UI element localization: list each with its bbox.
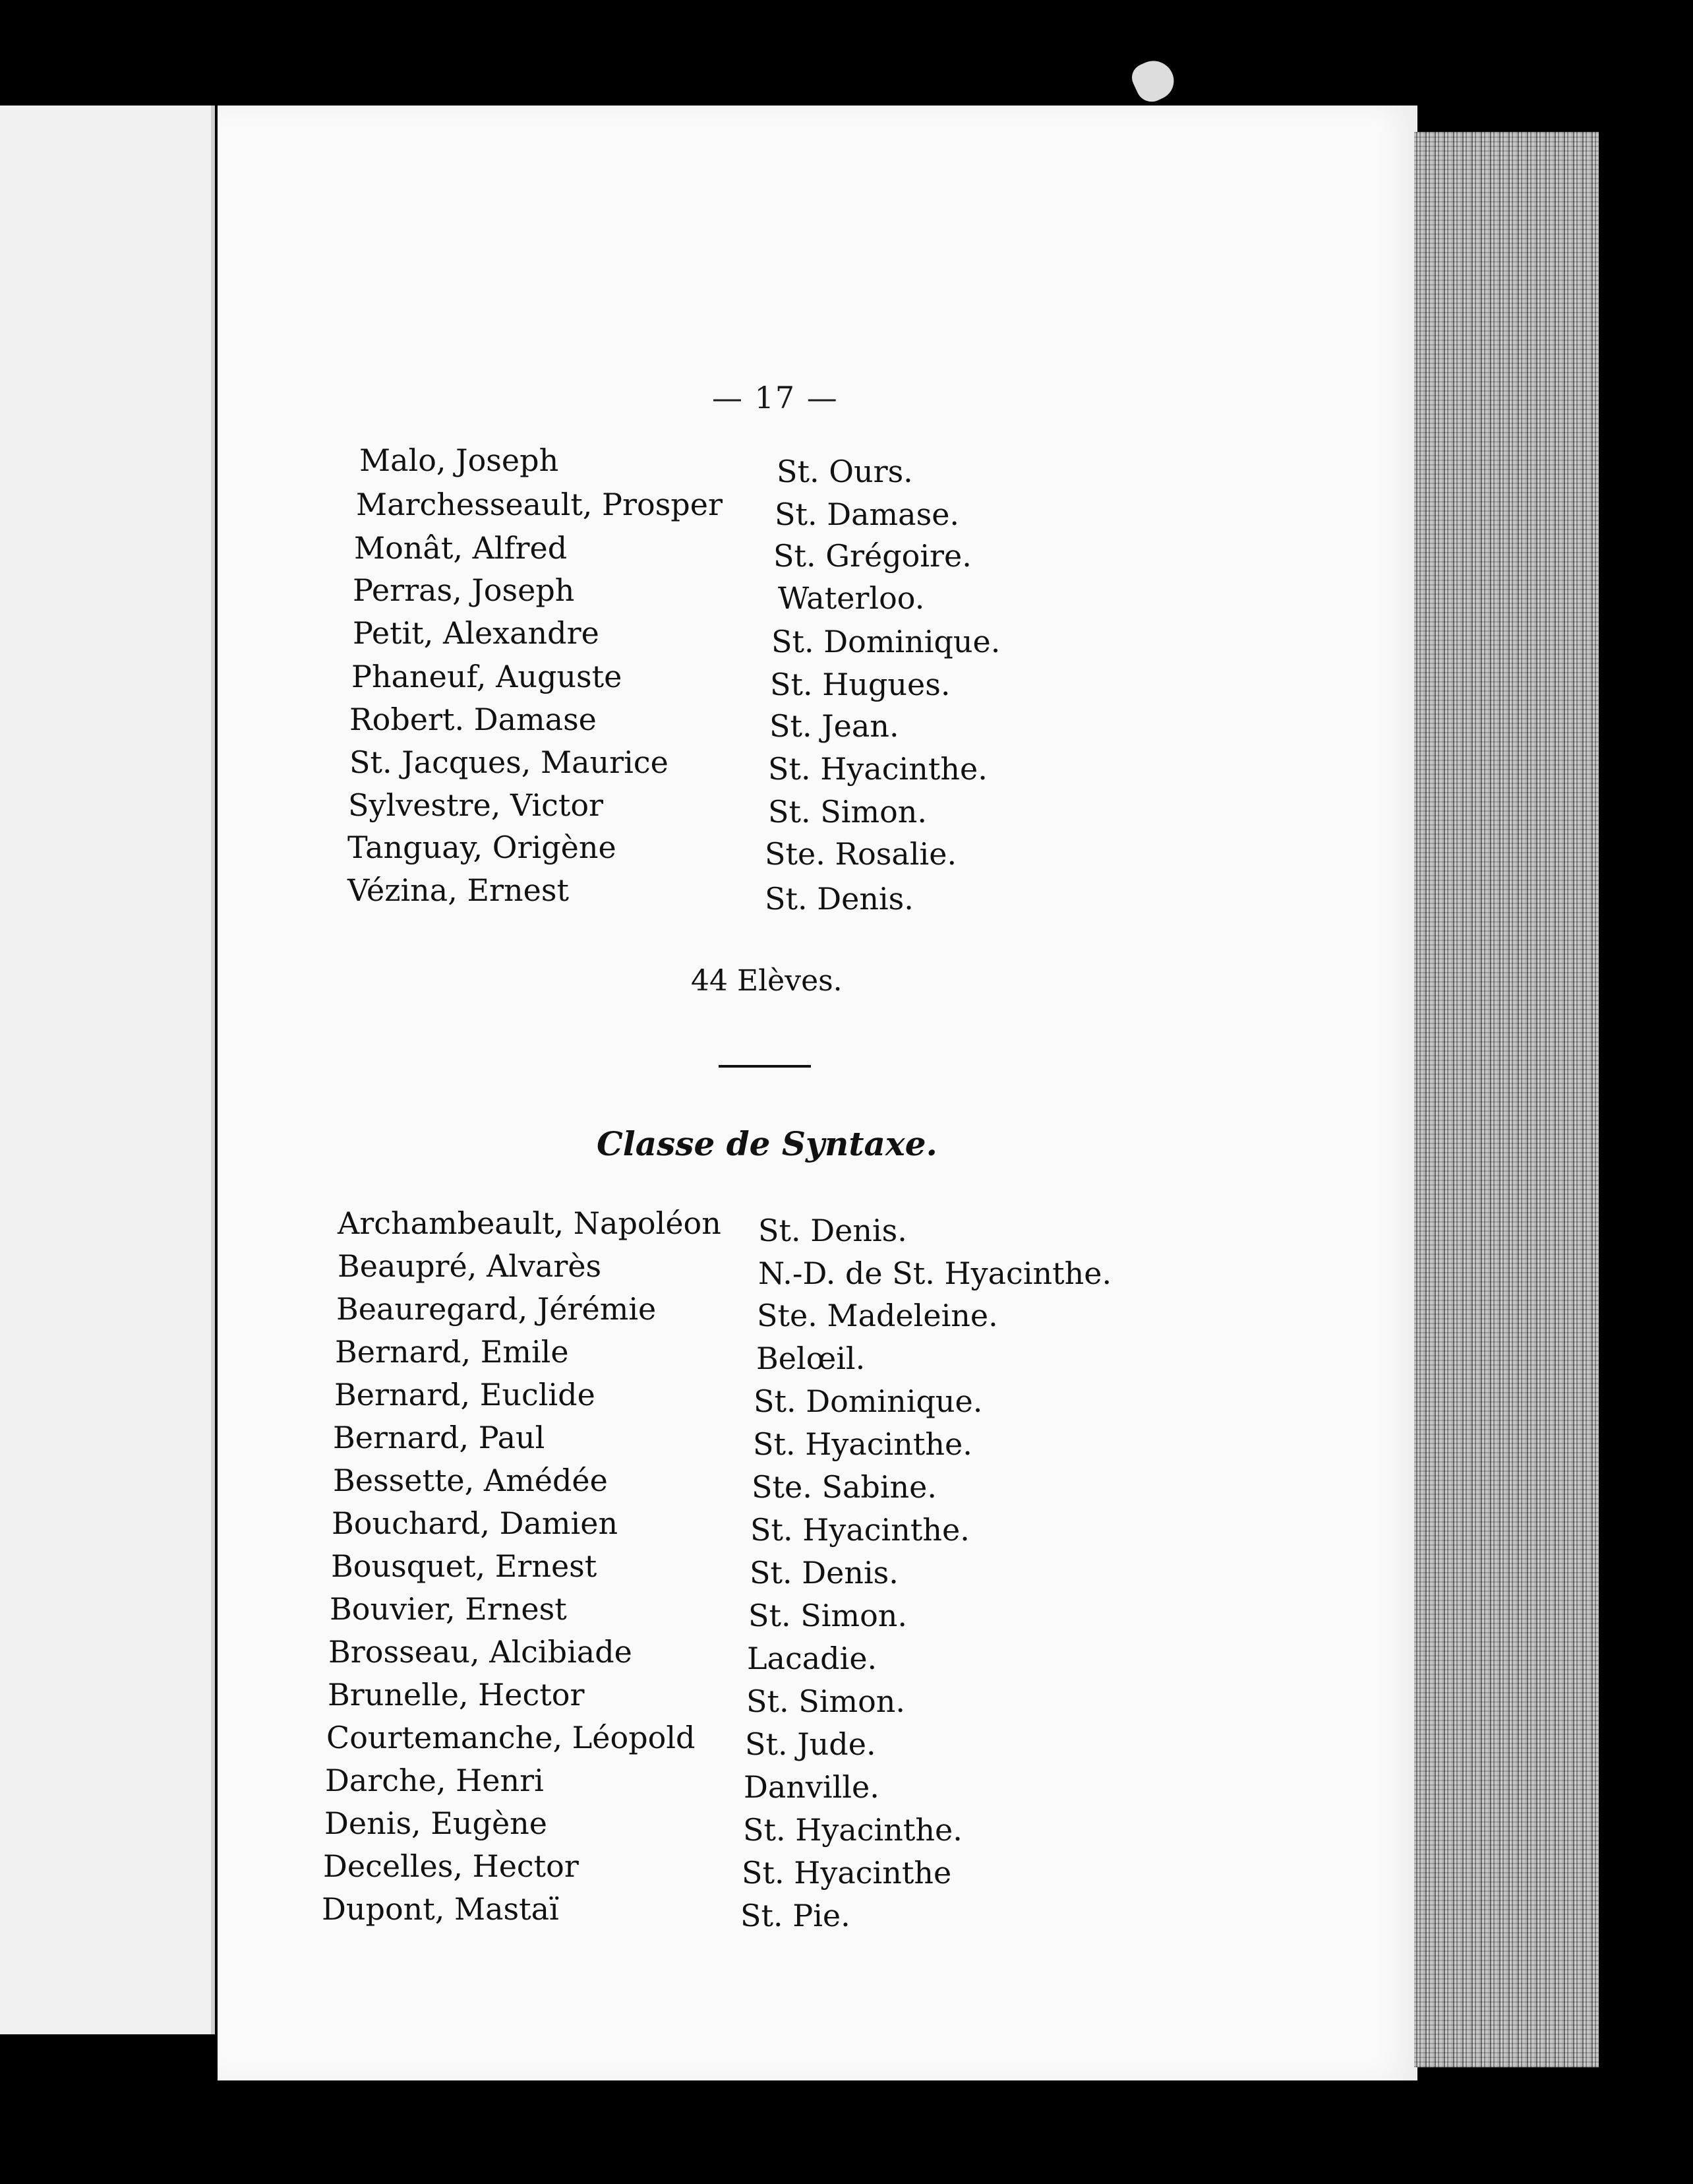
section-title: Classe de Syntaxe. <box>597 1124 937 1163</box>
student-place: St. Hyacinthe. <box>753 1426 972 1462</box>
student-place: St. Dominique. <box>754 1383 983 1419</box>
student-place: St. Denis. <box>750 1555 899 1591</box>
student-name: Monât, Alfred <box>354 530 568 566</box>
student-place: St. Simon. <box>748 1598 908 1633</box>
student-name: Dupont, Mastaï <box>322 1891 559 1927</box>
student-place: St. Simon. <box>746 1684 906 1719</box>
student-name: Beaupré, Alvarès <box>338 1248 602 1284</box>
student-place: St. Hyacinthe. <box>768 751 988 787</box>
student-name: Bousquet, Ernest <box>331 1548 597 1584</box>
student-name: Decelles, Hector <box>323 1848 579 1884</box>
student-place: St. Denis. <box>758 1213 907 1248</box>
student-place: Waterloo. <box>778 580 925 616</box>
student-name: Robert. Damase <box>349 702 597 737</box>
student-place: St. Pie. <box>740 1898 850 1933</box>
student-name: Beauregard, Jérémie <box>336 1291 657 1327</box>
student-place: N.-D. de St. Hyacinthe. <box>758 1256 1112 1291</box>
student-name: Bernard, Emile <box>335 1334 569 1370</box>
student-place: Danville. <box>744 1769 879 1805</box>
student-place: Ste. Sabine. <box>752 1469 937 1505</box>
student-name: Sylvestre, Victor <box>348 787 604 823</box>
student-place: St. Ours. <box>777 454 913 489</box>
student-name: Malo, Joseph <box>359 442 559 478</box>
student-place: St. Simon. <box>768 794 928 830</box>
page-number: — 17 — <box>712 380 839 415</box>
student-name: Courtemanche, Léopold <box>326 1720 696 1755</box>
student-place: St. Hyacinthe. <box>743 1812 963 1848</box>
student-place: St. Hyacinthe. <box>750 1512 970 1548</box>
student-name: Brosseau, Alcibiade <box>328 1634 632 1670</box>
student-name: Bouvier, Ernest <box>330 1591 567 1627</box>
student-name: Phaneuf, Auguste <box>351 659 622 694</box>
student-place: St. Grégoire. <box>773 538 972 574</box>
student-name: Bessette, Amédée <box>333 1463 608 1498</box>
student-name: Marchesseault, Prosper <box>356 487 723 522</box>
student-name: St. Jacques, Maurice <box>349 744 668 780</box>
student-place: Belœil. <box>756 1341 866 1376</box>
student-place: St. Hugues. <box>770 667 951 702</box>
student-name: Archambeault, Napoléon <box>338 1205 721 1241</box>
student-place: Ste. Madeleine. <box>757 1298 998 1333</box>
facing-page-edge <box>0 106 215 2034</box>
student-place: St. Denis. <box>765 881 914 917</box>
student-name: Bernard, Euclide <box>334 1377 595 1412</box>
student-name: Perras, Joseph <box>353 572 575 608</box>
student-place: St. Hyacinthe <box>742 1855 952 1891</box>
student-place: St. Damase. <box>775 497 960 532</box>
student-name: Bouchard, Damien <box>332 1505 618 1541</box>
student-name: Vézina, Ernest <box>347 872 569 908</box>
scan-speck <box>1127 54 1180 107</box>
section-divider <box>719 1065 811 1068</box>
student-place: Lacadie. <box>747 1641 877 1676</box>
page-block-edge <box>1414 132 1599 2067</box>
student-count: 44 Elèves. <box>691 964 843 998</box>
student-name: Denis, Eugène <box>324 1805 548 1841</box>
student-place: St. Dominique. <box>771 624 1001 659</box>
student-name: Brunelle, Hector <box>328 1677 585 1713</box>
student-place: St. Jude. <box>745 1726 876 1762</box>
student-name: Bernard, Paul <box>333 1420 545 1455</box>
student-name: Tanguay, Origène <box>347 830 616 865</box>
student-name: Petit, Alexandre <box>353 615 599 651</box>
student-name: Darche, Henri <box>325 1763 544 1798</box>
student-place: Ste. Rosalie. <box>765 836 957 872</box>
student-place: St. Jean. <box>769 708 899 744</box>
